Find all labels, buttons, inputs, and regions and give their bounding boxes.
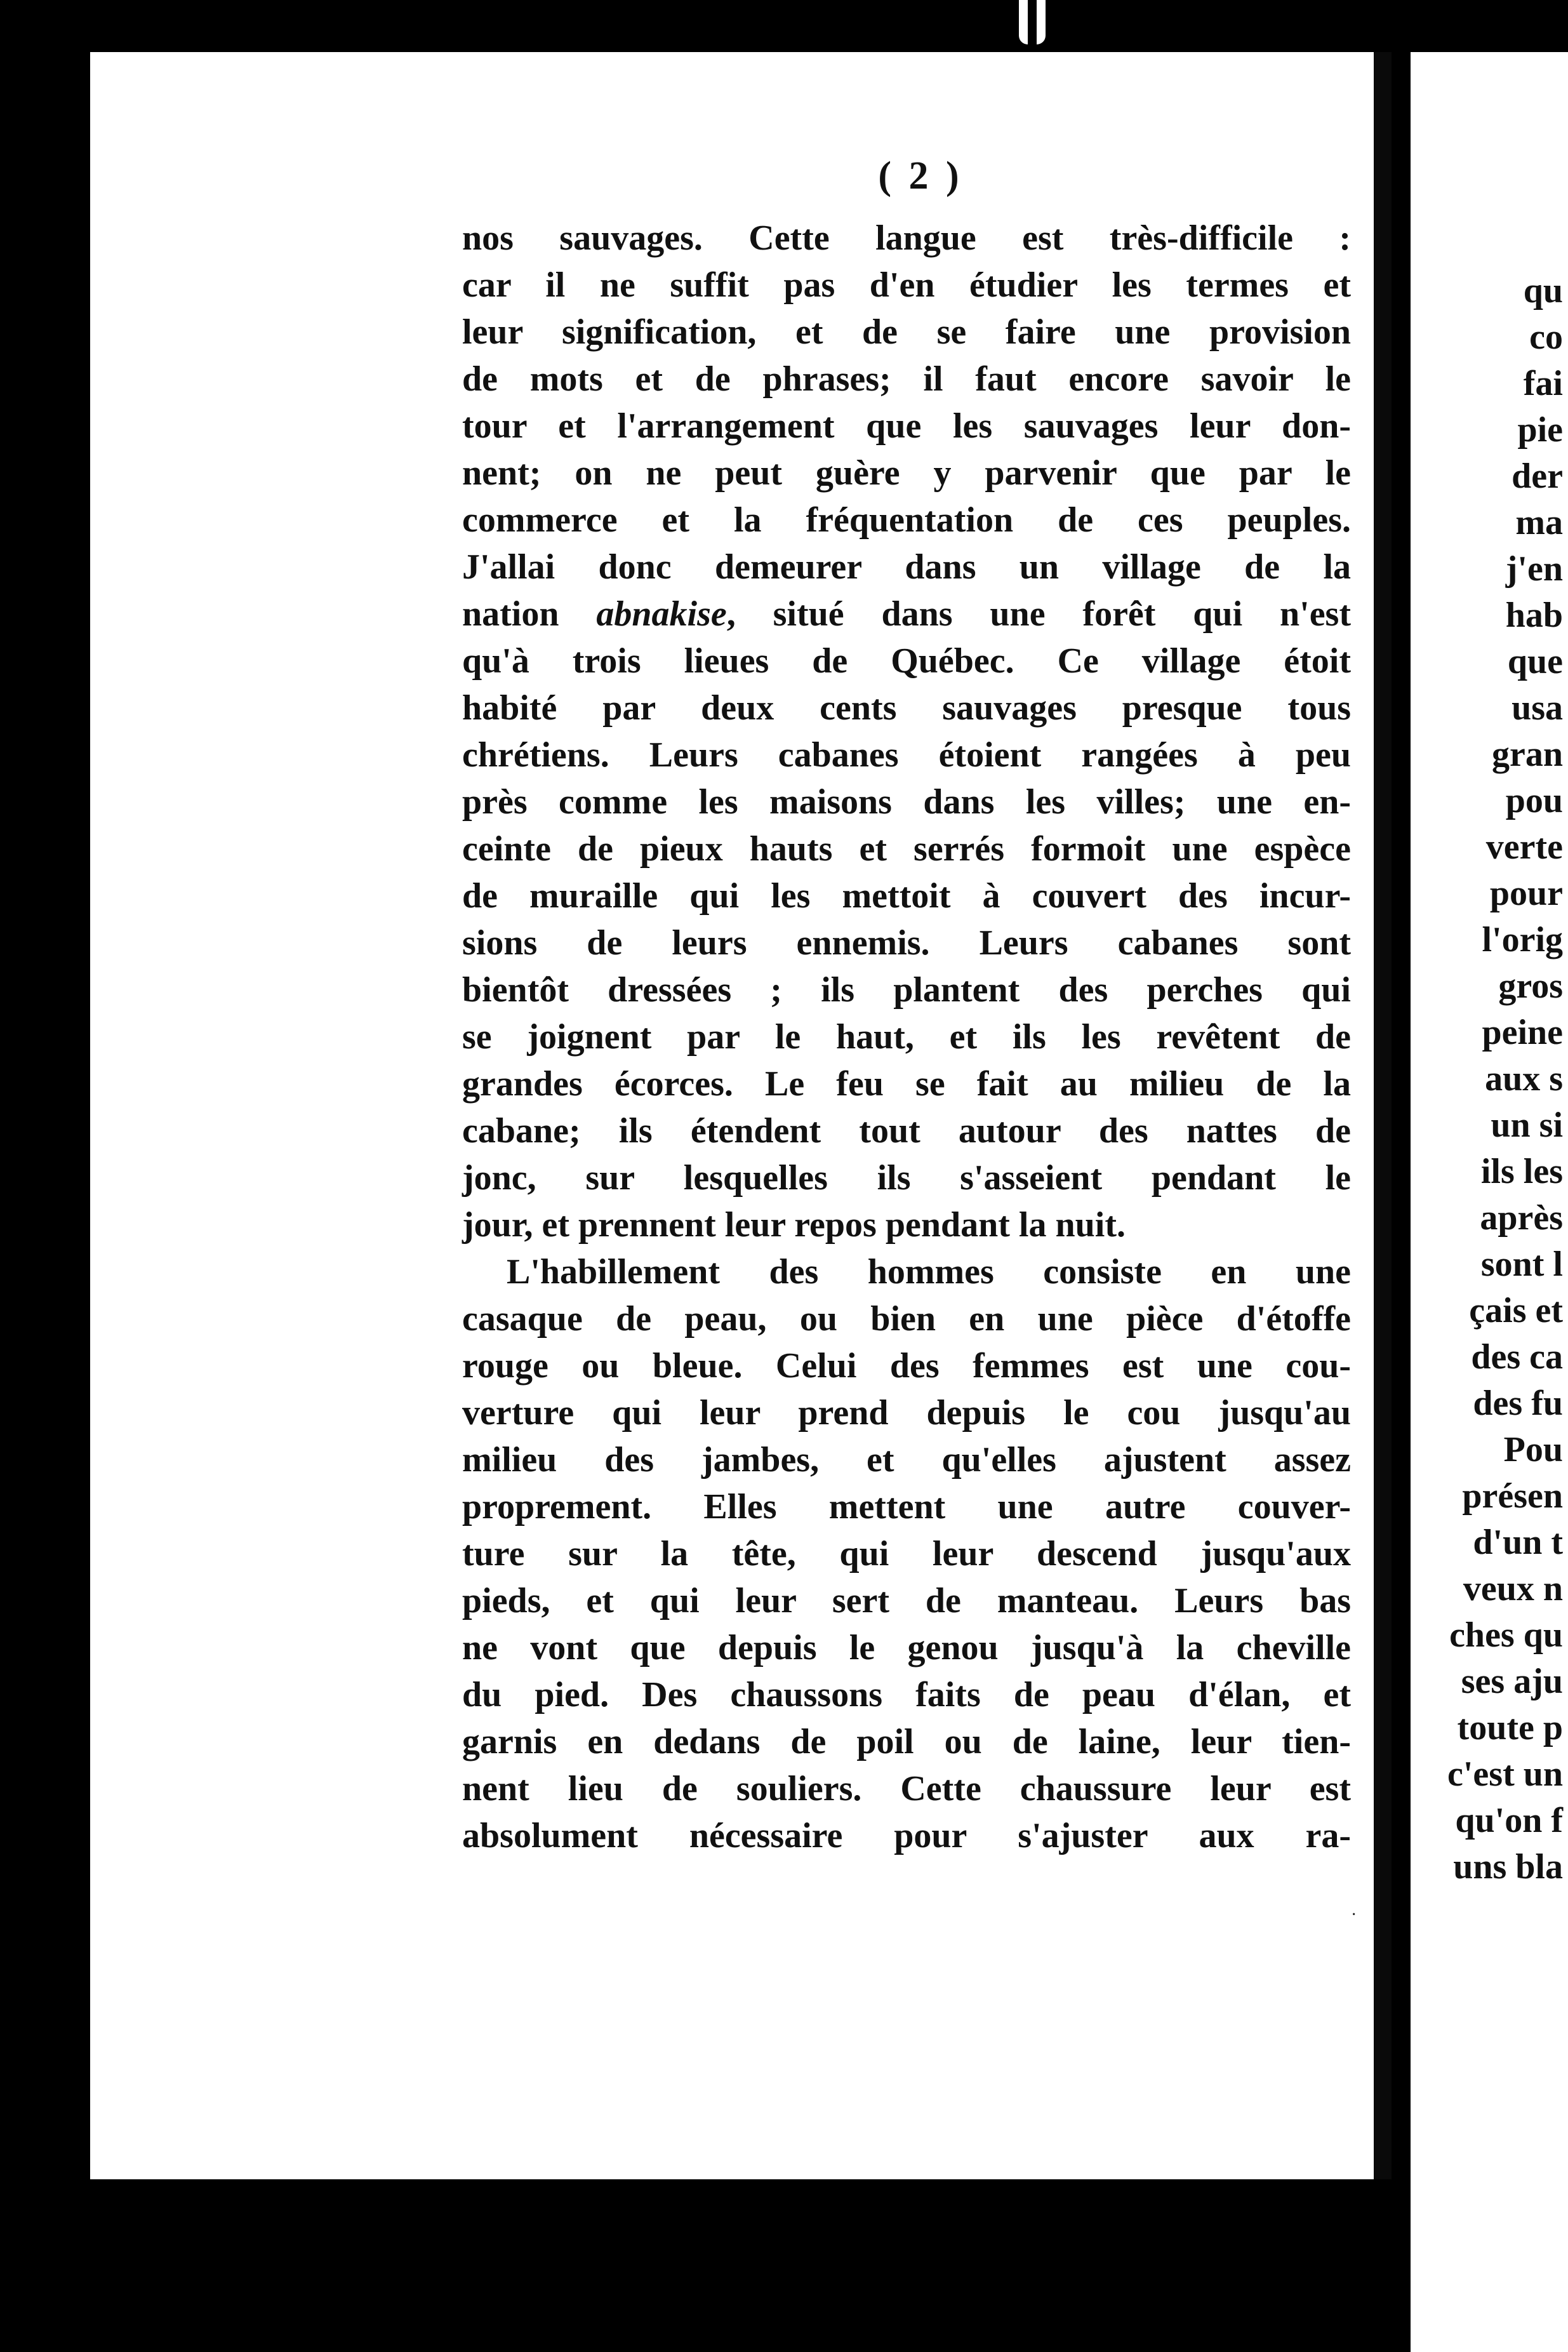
stray-ink-mark: · (1351, 1905, 1357, 1925)
text-line: de muraille qui les mettoit à couvert des incur- (462, 876, 1351, 916)
text-line-fragment: j'en (1505, 549, 1563, 589)
text-line: pieds, et qui leur sert de manteau. Leurs bas (462, 1581, 1351, 1620)
text-line: nation abnakise, situé dans une forêt qui n'est (462, 594, 1351, 634)
left-page-text (462, 215, 1351, 1859)
text-line-fragment: ses aju (1461, 1662, 1563, 1701)
text-line-fragment: co (1529, 317, 1563, 357)
page-gutter (1392, 52, 1411, 2179)
text-line: milieu des jambes, et qu'elles ajustent assez (462, 1440, 1351, 1480)
text-line-fragment: pou (1505, 781, 1563, 820)
text-line-fragment: l'orig (1482, 920, 1563, 959)
text-line: rouge ou bleue. Celui des femmes est une cou- (462, 1346, 1351, 1386)
text-line: nos sauvages. Cette langue est très-difficile : (462, 218, 1351, 258)
text-line: ceinte de pieux hauts et serrés formoit une espèce (462, 829, 1351, 869)
text-line: qu'à trois lieues de Québec. Ce village étoit (462, 641, 1351, 681)
text-line-fragment: c'est un (1447, 1754, 1563, 1794)
text-line: tour et l'arrangement que les sauvages leur don- (462, 406, 1351, 446)
text-line: jour, et prennent leur repos pendant la nuit. (462, 1205, 1126, 1245)
text-line: chrétiens. Leurs cabanes étoient rangées à peu (462, 735, 1351, 775)
text-line: de mots et de phrases; il faut encore savoir le (462, 359, 1351, 399)
text-line-fragment: verte (1485, 827, 1563, 867)
text-line-fragment: veux n (1463, 1569, 1563, 1608)
text-line: garnis en dedans de poil ou de laine, leur tien- (462, 1722, 1351, 1761)
text-line-fragment: usa (1512, 688, 1563, 728)
text-line-fragment: pour (1489, 874, 1563, 913)
text-line-fragment: ches qu (1449, 1615, 1563, 1655)
text-line: bientôt dressées ; ils plantent des perches qui (462, 970, 1351, 1010)
text-line: commerce et la fréquentation de ces peuples. (462, 500, 1351, 540)
text-line: cabane; ils étendent tout autour des nattes de (462, 1111, 1351, 1151)
text-line-fragment: toute p (1457, 1708, 1563, 1747)
text-line-fragment: ma (1515, 503, 1563, 542)
text-line-fragment: gran (1492, 735, 1563, 774)
text-line-fragment: un si (1491, 1106, 1563, 1145)
text-line-fragment: peine (1482, 1013, 1563, 1052)
text-line-fragment: fai (1523, 364, 1563, 403)
text-line-fragment: aux s (1485, 1059, 1563, 1099)
text-line: nent lieu de souliers. Cette chaussure leur est (462, 1769, 1351, 1808)
text-line-fragment: des ca (1471, 1337, 1563, 1377)
text-line-fragment: d'un t (1473, 1523, 1563, 1562)
text-line: proprement. Elles mettent une autre couver- (462, 1487, 1351, 1527)
text-line: L'habillement des hommes consiste en une (507, 1252, 1351, 1292)
text-line: près comme les maisons dans les villes; une en- (462, 782, 1351, 822)
text-line-fragment: après (1480, 1198, 1563, 1238)
text-line: grandes écorces. Le feu se fait au milieu de la (462, 1064, 1351, 1104)
text-line: nent; on ne peut guère y parvenir que par le (462, 453, 1351, 493)
text-line-fragment: çais et (1469, 1291, 1563, 1330)
text-line: car il ne suffit pas d'en étudier les termes et (462, 265, 1351, 305)
italic-word: abnakise (596, 594, 727, 634)
text-line: J'allai donc demeurer dans un village de la (462, 547, 1351, 587)
text-line: habité par deux cents sauvages presque tous (462, 688, 1351, 728)
right-page (1411, 52, 1568, 2352)
binding-mark (1019, 0, 1046, 44)
text-line-fragment: der (1512, 457, 1563, 496)
text-line-fragment: que (1507, 642, 1563, 681)
text-line: du pied. Des chaussons faits de peau d'élan, et (462, 1675, 1351, 1714)
page-number: ( 2 ) (878, 154, 963, 197)
text-line: jonc, sur lesquelles ils s'asseient pendant le (462, 1158, 1351, 1198)
text-line-fragment: sont l (1480, 1245, 1563, 1284)
text-line: ne vont que depuis le genou jusqu'à la cheville (462, 1628, 1351, 1667)
page-edge-shadow (1374, 52, 1392, 2179)
text-line: sions de leurs ennemis. Leurs cabanes sont (462, 923, 1351, 963)
text-line-fragment: des fu (1473, 1384, 1563, 1423)
text-line: absolument nécessaire pour s'ajuster aux ra- (462, 1816, 1351, 1855)
text-line-fragment: présen (1462, 1476, 1563, 1516)
text-line-fragment: pie (1517, 410, 1563, 450)
text-line-fragment: hab (1505, 596, 1563, 635)
text-line-fragment: gros (1498, 966, 1563, 1006)
text-line-fragment: uns bla (1453, 1847, 1563, 1887)
text-line-fragment: Pou (1503, 1430, 1563, 1469)
text-line: casaque de peau, ou bien en une pièce d'étoffe (462, 1299, 1351, 1339)
text-line: leur signification, et de se faire une provision (462, 312, 1351, 352)
text-line: ture sur la tête, qui leur descend jusqu'aux (462, 1534, 1351, 1574)
text-line: se joignent par le haut, et ils les revêtent de (462, 1017, 1351, 1057)
text-line-fragment: ils les (1480, 1152, 1563, 1191)
text-line: verture qui leur prend depuis le cou jusqu'au (462, 1393, 1351, 1433)
text-line-fragment: qu'on f (1455, 1801, 1563, 1840)
text-line-fragment: qu (1523, 271, 1563, 311)
right-page-text (1411, 268, 1568, 1890)
